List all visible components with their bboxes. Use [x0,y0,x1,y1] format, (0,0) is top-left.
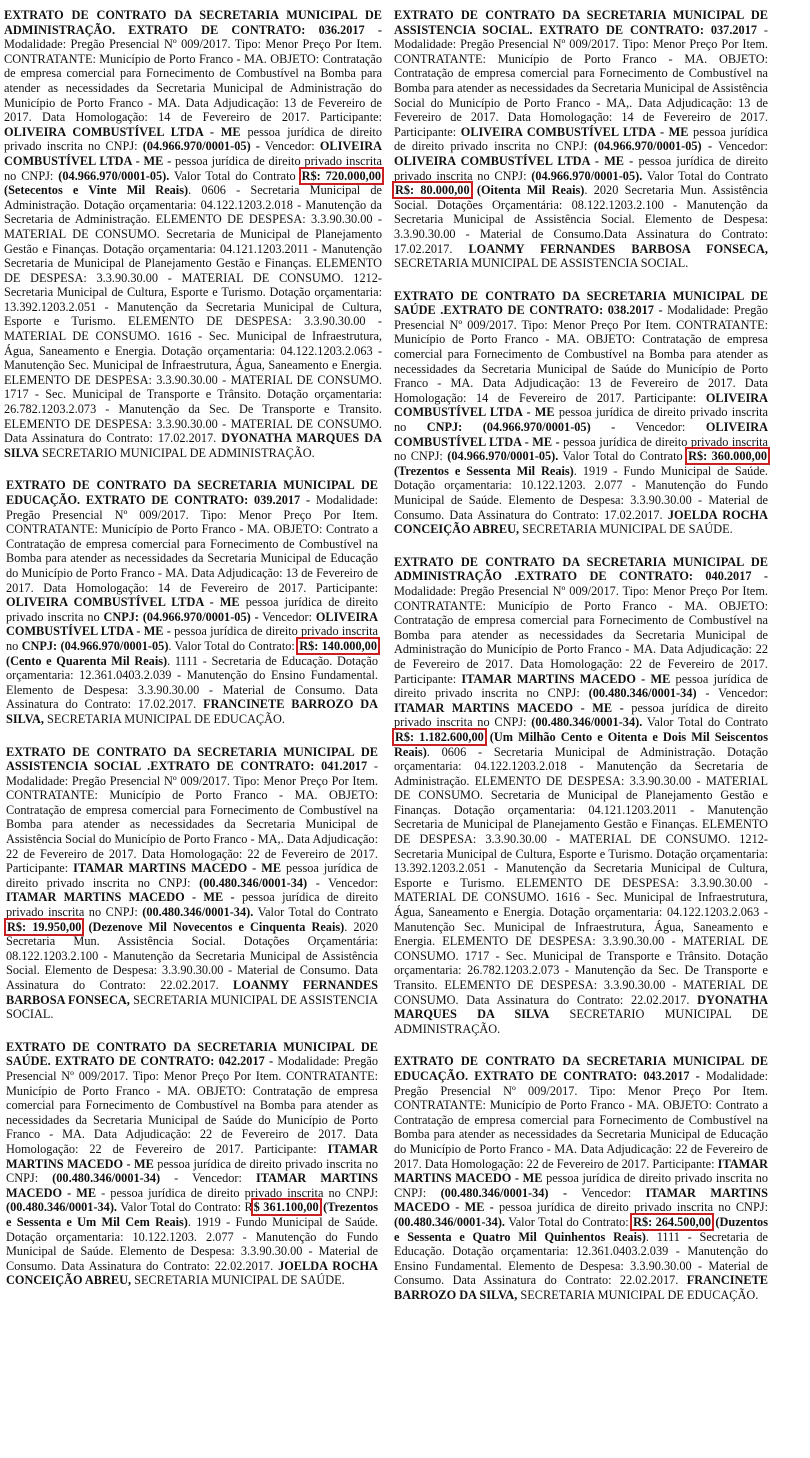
body-text: - pessoa jurídica de direito privado inscrita no CNPJ: [96,1185,378,1200]
bold-text: (Duzentos e Sessenta e Quatro Mil Quinhentos Reais) [394,1214,768,1244]
bold-text: OLIVEIRA COMBUSTÍVEL LTDA - ME [394,390,768,420]
bold-text: (00.480.346/0001-34). [6,1200,118,1215]
bold-text: (Setecentos e Vinte Mil Reais) [4,183,189,198]
highlighted-contract-value: R$: 1.182.600,00 [395,729,484,744]
highlighted-contract-value: R$: 19.950,00 [7,919,82,934]
bold-text: (00.480.346/0001-34) [52,1171,161,1186]
body-text: Vencedor: [567,1185,646,1200]
body-text: SECRETARIA MUNICIPAL DE SAÚDE. [519,522,733,537]
contract-extract-043 [394,1054,768,1302]
bold-text: OLIVEIRA COMBUSTÍVEL LTDA - ME [460,124,689,139]
bold-text: (Trezentos e Sessenta e Um Mil Cem Reais) [6,1200,379,1229]
bold-text: (Cento e Quarenta Mil Reais) [6,653,168,668]
contract-extract-042 [6,1040,378,1288]
body-text: Valor Total do Contrato [642,715,768,730]
body-text: - Vencedor: [307,875,378,890]
extract-heading: EXTRATO DE CONTRATO DA SECRETARIA MUNICIPAL DE EDUCAÇÃO. EXTRATO DE CONTRATO: 043.2017 - [394,1054,768,1083]
body-text: SECRETARIO MUNICIPAL DE ADMINISTRAÇÃO. [394,1007,768,1036]
bold-text: (00.480.346/0001-34). [531,715,643,730]
body-text: . 1919 - Fundo Municipal de Saúde. Dotação orçamentaria: 10.122.1203. 2.077 - Manutenção do Fundo Municipal de Saúde. Elemento de Despesa: 3.3.90.30.00 - Material de Consumo. Data Assinatura do Contrato: 22.02.2017. [6,1214,378,1273]
highlighted-contract-value: $ 361.100,00 [253,1200,319,1215]
bold-text: CNPJ: (04.966.970/0001-05) - [103,609,259,624]
body-text: SECRETARIA MUNICIPAL DE EDUCAÇÃO. [43,711,285,726]
contract-extract-041 [6,745,378,1022]
bold-text: ITAMAR MARTINS MACEDO - ME - [394,1185,769,1215]
body-text: . 2020 Secretaria Mun. Assistência Social. Dotações Orçamentária: 08.122.1203.2.100 - Manutenção da Secretaria Municipal de Assistência Social. Elemento de Despesa: 3.3.90.30.00 - Material de Consumo. Data Assinatura do Contrato: 22.02.2017. [6,919,378,992]
body-text: Valor Total do Contrato [558,449,688,464]
body-text: . 2020 Secretaria Mun. Assistência Social. Dotações Orçamentária: 08.122.1203.2.100 - Manutenção da Secretaria Municipal de Assistência Social. Elemento de Despesa: 3.3.90.30.00 - Material de Consumo.Data Assinatura do Contrato: 17.02.2017. [394,183,768,256]
body-text: . 1919 - Fundo Municipal de Saúde. Dotação orçamentaria: 10.122.1203. 2.077 - Manutenção do Fundo Municipal de Saúde. Elemento de Despesa: 3.3.90.30.00 - Material de Consumo. Data Assinatura do Contrato: 17.02.2017. [394,463,768,522]
left-column [4,6,382,1288]
body-text: Vencedor: [712,139,768,154]
bold-text: JOELDA ROCHA CONCEIÇÃO ABREU, [6,1258,378,1288]
body-text: Valor Total do Contrato [642,168,768,183]
body-text: SECRETARIA MUNICIPAL DE EDUCAÇÃO. [517,1287,759,1302]
body-text: . Valor Total do Contrato: [168,638,299,653]
bold-text: ITAMAR MARTINS MACEDO - ME - [6,890,235,905]
bold-text: (04.966.970/0001-05). [447,449,559,464]
bold-text: CNPJ: (04.966.970/0001-05) [21,638,169,653]
body-text: . 1111 - Secretaria de Educação. Dotação orçamentaria: 12.361.0403.2.039 - Manutenção do Ensino Fundamental. Elemento de Despesa: 3.3.90.30.00 - Material de Consumo. Data Assinatura do Contrato: 22.02.2017. [394,1229,768,1288]
highlighted-contract-value: R$: 720.000,00 [301,168,381,183]
bold-text: (00.480.346/0001-34). [142,905,254,920]
bold-text: FRANCINETE BARROZO DA SILVA, [6,697,379,726]
bold-text: LOANMY FERNANDES BARBOSA FONSECA, [468,241,769,256]
right-column [394,6,768,1302]
extract-heading: EXTRATO DE CONTRATO DA SECRETARIA MUNICIPAL DE SAÚDE. EXTRATO DE CONTRATO: 042.2017 - [6,1039,378,1069]
bold-text: (04.966.970/0001-05) - [142,139,260,154]
body-text: . 0606 - Secretaria Municipal de Administração. Dotação orçamentaria: 04.122.1203.2.018 - Manutenção da Secretaria de Administração. ELEMENTO DE DESPESA: 3.3.90.30.00 - MATERIAL DE CONSUMO. Secretaria de Municipal de Planejamento Gestão e Finanças. Dotação orçamentaria: 04.121.1203.2011 - Manutenção Secretaria de Municipal de Planejamento Gestão e Finanças. ELEMENTO DE DESPESA: 3.3.90.30.00 - MATERIAL DE CONSUMO. 1212- Secretaria Municipal de Cultura, Esporte e Turismo. Dotação orçamentaria: 13.392.1203.2.051 - Manutenção da Secretaria Municipal de Cultura, Esporte e Turismo. ELEMENTO DE DESPESA: 3.3.90.30.00 - MATERIAL DE CONSUMO. 1616 - Sec. Municipal de Infraestrutura, Água, Saneamento e Energia. Dotação orçamentaria: 04.122.1203.2.063 - Manutenção Sec. Municipal de Infraestrutura, Água, Saneamento e Energia. ELEMENTO DE DESPESA: 3.3.90.30.00 - MATERIAL DE CONSUMO. 1717 - Sec. Municipal de Transporte e Trânsito. Dotação orçamentaria: 26.782.1203.2.073 - Manutenção da Sec. De Transporte e Transito. ELEMENTO DE DESPESA: 3.3.90.30.00 - MATERIAL DE CONSUMO. Data Assinatura do Contrato: 17.02.2017. [4,183,382,446]
body-text: pessoa jurídica de direito privado inscrita no [6,595,378,624]
bold-text: (00.480.346/0001-34). [394,1214,506,1229]
body-text: Vencedor: [259,139,320,154]
body-text: Valor Total do Contrato [253,905,378,920]
bold-text: OLIVEIRA COMBUSTÍVEL LTDA - ME - [394,153,634,168]
body-text: pessoa jurídica de direito privado inscrita no CNPJ: [394,700,769,730]
body-text: SECRETARIA MUNICIPAL DE ASSISTENCIA SOCIAL. [6,992,378,1022]
extract-heading: EXTRATO DE CONTRATO DA SECRETARIA MUNICIPAL DE EDUCAÇÃO. EXTRATO DE CONTRATO: 039.2017 - [6,478,378,507]
body-text: pessoa jurídica de direito privado inscrita no CNPJ: [394,1171,768,1200]
body-text: pessoa jurídica de direito privado inscrita no CNPJ: [6,890,378,920]
body-text: pessoa jurídica de direito privado inscrita no CNPJ: [394,124,768,154]
body-text: Modalidade: Pregão Presencial Nº 009/2017. Tipo: Menor Preço Por Item. CONTRATANTE: Município de Porto Franco - MA. OBJETO: Contratação de empresa comercial para Fornecimento de Combustível na Bomba para atender as necessidades da Secretaria Municipal de Saúde do Município de Porto Franco - MA. Data Adjudicação: 13 de Fevereiro de 2017. Data Homologação: 14 de Fevereiro de 2017. Participante: [394,303,768,405]
bold-text: DYONATHA MARQUES DA SILVA [394,992,768,1022]
body-text: - Vencedor: [696,686,768,701]
bold-text: (04.966.970/0001-05) - [593,139,713,154]
bold-text: (Oitenta Mil Reais) [470,183,585,198]
extract-heading: EXTRATO DE CONTRATO DA SECRETARIA MUNICIPAL DE ADMINISTRAÇÃO. EXTRATO DE CONTRATO: 036.2017 - [4,8,382,37]
body-text: . 1111 - Secretaria de Educação. Dotação orçamentaria: 12.361.0403.2.039 - Manutenção do Ensino Fundamental. Elemento de Despesa: 3.3.90.30.00 - Material de Consumo. Data Assinatura do Contrato: 17.02.2017. [6,653,378,712]
body-text: pessoa jurídica de direito privado inscrita no [6,624,379,653]
body-text: Vencedor: [615,420,706,435]
highlighted-contract-value: R$: 264.500,00 [633,1214,711,1229]
contract-extract-037 [394,8,768,271]
bold-text: LOANMY FERNANDES BARBOSA FONSECA, [6,978,379,1007]
body-text: pessoa jurídica de direito privado inscrita no CNPJ: [394,153,769,183]
bold-text: (00.480.346/0001-34) - [440,1185,568,1200]
contract-extract-040 [394,555,768,1037]
body-text: pessoa jurídica de direito privado inscrita no CNPJ: [394,434,769,464]
bold-text: (00.480.346/0001-34) [588,686,697,701]
bold-text: OLIVEIRA COMBUSTÍVEL LTDA - ME [4,124,241,139]
contract-extract-036 [4,8,382,460]
body-text: pessoa jurídica de direito privado inscrita no CNPJ: [394,671,768,701]
highlighted-contract-value: R$: 140.000,00 [299,638,377,653]
bold-text: (Trezentos e Sessenta Mil Reais) [394,463,574,478]
body-text: Modalidade: Pregão Presencial Nº 009/2017. Tipo: Menor Preço Por Item. CONTRATANTE: Município de Porto Franco - MA. OBJETO: Contratação de empresa comercial para Fornecimento de Combustível na Bomba para atender as necessidades da Secretaria Municipal de Administração do Município de Porto Franco - MA. Data Adjudicação: 13 de Fevereiro de 2017. Data Homologação: 14 de Fevereiro de 2017. Participante: [4,37,382,125]
body-text: . 0606 - Secretaria Municipal de Administração. Dotação orçamentaria: 04.122.1203.2.018 - Manutenção da Secretaria de Administração. ELEMENTO DE DESPESA: 3.3.90.30.00 - MATERIAL DE CONSUMO. Secretaria de Municipal de Planejamento Gestão e Finanças. Dotação orçamentaria: 04.121.1203.2011 - Manutenção Secretaria de Municipal de Planejamento Gestão e Finanças. ELEMENTO DE DESPESA: 3.3.90.30.00 - MATERIAL DE CONSUMO. 1212- Secretaria Municipal de Cultura, Esporte e Turismo. Dotação orçamentaria: 13.392.1203.2.051 - Manutenção da Secretaria Municipal de Cultura, Esporte e Turismo. ELEMENTO DE DESPESA: 3.3.90.30.00 - MATERIAL DE CONSUMO. 1616 - Sec. Municipal de Infraestrutura, Água, Saneamento e Energia. Dotação orçamentaria: 04.122.1203.2.063 - Manutenção Sec. Municipal de Infraestrutura, Água, Saneamento e Energia. ELEMENTO DE DESPESA: 3.3.90.30.00 - MATERIAL DE CONSUMO. 1717 - Sec. Municipal de Transporte e Trânsito. Dotação orçamentaria: 26.782.1203.2.073 - Manutenção da Sec. De Transporte e Transito. ELEMENTO DE DESPESA: 3.3.90.30.00 - MATERIAL DE CONSUMO. Data Assinatura do Contrato: 22.02.2017. [394,744,768,1007]
body-text: Valor Total do Contrato: R [117,1200,253,1215]
bold-text: (04.966.970/0001-05). [531,168,643,183]
bold-text: (Dezenove Mil Novecentos e Cinquenta Reais) [82,919,345,934]
body-text: Valor Total do Contrato: [505,1214,633,1229]
extract-heading: EXTRATO DE CONTRATO DA SECRETARIA MUNICIPAL DE SAÚDE .EXTRATO DE CONTRATO: 038.2017 - [394,288,768,318]
body-text: pessoa jurídica de direito privado inscrita no CNPJ: [493,1200,768,1215]
bold-text: ITAMAR MARTINS MACEDO - ME [461,671,671,686]
body-text: - Modalidade: Pregão Presencial Nº 009/2017. Tipo: Menor Preço Por Item. CONTRATANTE: Município de Porto Franco - MA. OBJETO: Contratação de empresa comercial para Fornecimento de Combustível na Bomba para atender as necessidades da Secretaria Municipal de Assistência Social do Município de Porto Franco - MA,. Data Adjudicação: 22 de Fevereiro de 2017. Data Homologação: 22 de Fevereiro de 2017. Participante: [6,759,378,876]
body-text: Valor Total do Contrato [169,168,301,183]
body-text: pessoa jurídica de direito privado inscrita no CNPJ: [6,1156,378,1186]
body-text: Modalidade: Pregão Presencial Nº 009/2017. Tipo: Menor Preço Por Item. CONTRATANTE: Município de Porto Franco - MA. OBJETO: Contratação de empresa comercial para Fornecimento de Combustível na Bomba para atender as necessidades da Secretaria Municipal de Saúde do Município de Porto Franco - MA. Data Adjudicação: 22 de Fevereiro de 2017. Data Homologação: 22 de Fevereiro de 2017. Participante: [6,1054,378,1156]
body-text: - Vencedor: [160,1171,256,1186]
body-text: pessoa jurídica de direito privado inscrita no CNPJ: [4,153,383,183]
bold-text: ITAMAR MARTINS MACEDO - ME [6,1171,378,1200]
body-text: - Modalidade: Pregão Presencial Nº 009/2017. Tipo: Menor Preço Por Item. CONTRATANTE: Município de Porto Franco - MA. OBJETO: Contratação de empresa comercial para Fornecimento de Combustível na Bomba para atender as necessidades da Secretaria Municipal de Assistência Social do Município de Porto Franco - MA,. Data Adjudicação: 13 de Fevereiro de 2017. Data Homologação: 14 de Fevereiro de 2017. Participante: [394,22,769,139]
body-text: pessoa jurídica de direito privado inscrita no CNPJ: [4,124,382,154]
body-text: pessoa jurídica de direito privado inscrita no CNPJ: [6,861,378,890]
bold-text: JOELDA ROCHA CONCEIÇÃO ABREU, [394,507,769,537]
contract-extract-038 [394,289,768,537]
bold-text: OLIVEIRA COMBUSTÍVEL LTDA - ME - [394,420,768,449]
extract-heading: EXTRATO DE CONTRATO DA SECRETARIA MUNICIPAL DE ASSISTENCIA SOCIAL. EXTRATO DE CONTRATO: 037.2017 [394,8,768,37]
body-text: Modalidade: Pregão Presencial Nº 009/2017. Tipo: Menor Preço Por Item. CONTRATANTE: Município de Porto Franco - MA. OBJETO: Contratação de empresa comercial para Fornecimento de Combustível na Bomba para atender as necessidades da Secretaria Municipal de Administração do Município de Porto Franco - MA. Data Adjudicação: 22 de Fevereiro de 2017. Data Homologação: 22 de Fevereiro de 2017. Participante: [394,583,768,686]
bold-text: ITAMAR MARTINS MACEDO - ME - [394,700,624,715]
bold-text: CNPJ: (04.966.970/0001-05) - [426,420,616,435]
bold-text: (04.966.970/0001-05). [58,168,170,183]
body-text: SECRETARIA MUNICIPAL DE SAÚDE. [131,1273,345,1288]
body-text: pessoa jurídica de direito privado inscrita no [394,405,768,435]
body-text: Modalidade: Pregão Presencial Nº 009/2017. Tipo: Menor Preço Por Item. CONTRATANTE: Município de Porto Franco - MA. OBJETO: Contrato a Contratação de empresa comercial para Fornecimento de Combustível na Bomba para atender as necessidades da Secretaria Municipal de Educação do Município de Porto Franco - MA. Data Adjudicação: 22 de Fevereiro de 2017. Data Homologação: 22 de Fevereiro de 2017. Participante: [394,1068,768,1171]
bold-text: (Um Milhão Cento e Oitenta e Dois Mil Seiscentos Reais) [394,729,768,759]
extract-heading: EXTRATO DE CONTRATO DA SECRETARIA MUNICIPAL DE ADMINISTRAÇÃO .EXTRATO DE CONTRATO: 040.2017 - [394,554,768,584]
body-text: SECRETARIO MUNICIPAL DE ADMINISTRAÇÃO. [38,445,315,460]
bold-text: OLIVEIRA COMBUSTÍVEL LTDA - ME [6,595,240,610]
bold-text: OLIVEIRA COMBUSTÍVEL LTDA - ME - [4,139,382,168]
bold-text: ITAMAR MARTINS MACEDO - ME [394,1156,768,1186]
bold-text: FRANCINETE BARROZO DA SILVA, [394,1273,768,1302]
body-text: Modalidade: Pregão Presencial Nº 009/2017. Tipo: Menor Preço Por Item. CONTRATANTE: Município de Porto Franco - MA. OBJETO: Contrato a Contratação de empresa comercial para Fornecimento de Combustível na Bomba para atender as necessidades da Secretaria Municipal de Educação do Município de Porto Franco - MA. Data Adjudicação: 13 de Fevereiro de 2017. Data Homologação: 14 de Fevereiro de 2017. Participante: [6,493,378,595]
highlighted-contract-value: R$: 80.000,00 [395,183,470,198]
contract-extract-039 [6,478,378,726]
bold-text: OLIVEIRA COMBUSTÍVEL LTDA - ME - [6,609,379,639]
bold-text: (00.480.346/0001-34) [199,875,308,890]
extract-heading: EXTRATO DE CONTRATO DA SECRETARIA MUNICIPAL DE ASSISTENCIA SOCIAL .EXTRATO DE CONTRATO: 041.2017 [6,744,378,774]
body-text: Vencedor: [258,609,316,624]
bold-text: DYONATHA MARQUES DA SILVA [4,431,383,460]
highlighted-contract-value: R$: 360.000,00 [688,449,767,464]
body-text: SECRETARIA MUNICIPAL DE ASSISTENCIA SOCIAL. [394,256,689,271]
bold-text: ITAMAR MARTINS MACEDO - ME [73,861,282,876]
bold-text: ITAMAR MARTINS MACEDO - ME [6,1141,378,1171]
